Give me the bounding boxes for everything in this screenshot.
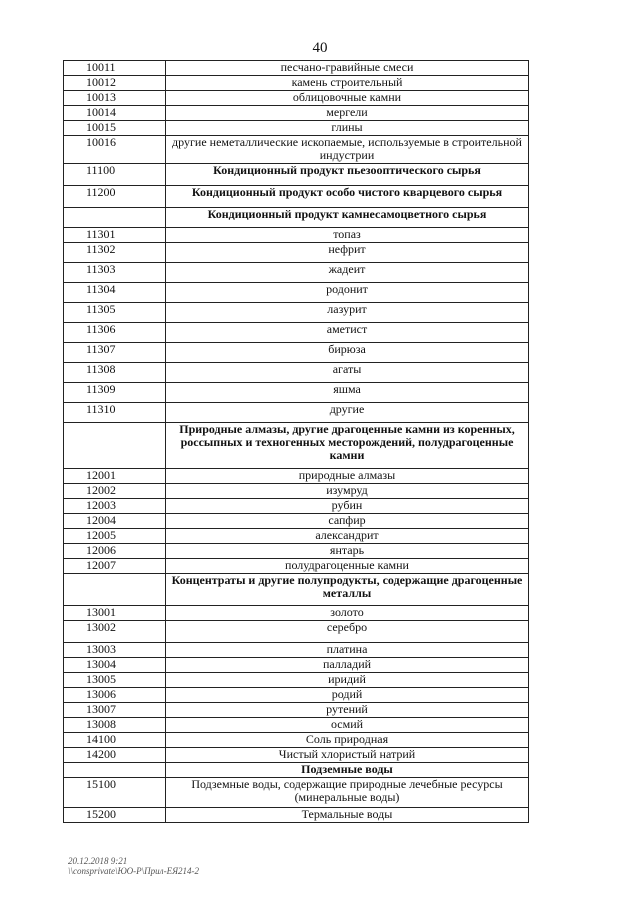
table-row bbox=[64, 106, 529, 121]
footer-stamp bbox=[68, 856, 199, 876]
table-body bbox=[64, 61, 529, 823]
table-row bbox=[64, 164, 529, 186]
row-name: лазурит bbox=[166, 303, 529, 323]
row-name: аметист bbox=[166, 323, 529, 343]
table-row bbox=[64, 606, 529, 621]
row-name: жадеит bbox=[166, 263, 529, 283]
row-code: 11308 bbox=[64, 363, 166, 383]
row-name: Термальные воды bbox=[166, 808, 529, 823]
table-row bbox=[64, 76, 529, 91]
table-row bbox=[64, 136, 529, 164]
row-name: сапфир bbox=[166, 514, 529, 529]
row-name: Подземные воды bbox=[166, 763, 529, 778]
row-code: 11301 bbox=[64, 228, 166, 243]
row-code: 11200 bbox=[64, 186, 166, 208]
row-name: полудрагоценные камни bbox=[166, 559, 529, 574]
table-row bbox=[64, 423, 529, 469]
row-code: 10012 bbox=[64, 76, 166, 91]
row-code: 11100 bbox=[64, 164, 166, 186]
row-name: изумруд bbox=[166, 484, 529, 499]
footer-date: 20.12.2018 9:21 bbox=[68, 856, 128, 866]
row-code bbox=[64, 423, 166, 469]
table-row bbox=[64, 228, 529, 243]
row-name: рубин bbox=[166, 499, 529, 514]
row-name: палладий bbox=[166, 658, 529, 673]
row-name: Подземные воды, содержащие природные лечебные ресурсы (минеральные воды) bbox=[166, 778, 529, 808]
row-code: 10011 bbox=[64, 61, 166, 76]
row-name: Концентраты и другие полупродукты, содержащие драгоценные металлы bbox=[166, 574, 529, 606]
row-code bbox=[64, 208, 166, 228]
table-row bbox=[64, 748, 529, 763]
row-code: 11307 bbox=[64, 343, 166, 363]
row-name: Природные алмазы, другие драгоценные камни из коренных, россыпных и техногенных месторождений, полудрагоценные камни bbox=[166, 423, 529, 469]
table-row bbox=[64, 403, 529, 423]
row-code: 15200 bbox=[64, 808, 166, 823]
row-code: 11309 bbox=[64, 383, 166, 403]
row-code: 12001 bbox=[64, 469, 166, 484]
table-row bbox=[64, 499, 529, 514]
row-code: 12007 bbox=[64, 559, 166, 574]
row-code: 12002 bbox=[64, 484, 166, 499]
row-code: 15100 bbox=[64, 778, 166, 808]
table-row bbox=[64, 323, 529, 343]
row-code: 14100 bbox=[64, 733, 166, 748]
row-code: 11304 bbox=[64, 283, 166, 303]
footer-path: \\consprivate\ЮО-Р\Прил-ЕЯ214-2 bbox=[68, 866, 199, 876]
table-row bbox=[64, 208, 529, 228]
row-code: 11310 bbox=[64, 403, 166, 423]
row-code: 13004 bbox=[64, 658, 166, 673]
row-name: мергели bbox=[166, 106, 529, 121]
table-row bbox=[64, 363, 529, 383]
row-code: 13005 bbox=[64, 673, 166, 688]
table-row bbox=[64, 61, 529, 76]
row-name: бирюза bbox=[166, 343, 529, 363]
row-code: 10014 bbox=[64, 106, 166, 121]
row-code: 12004 bbox=[64, 514, 166, 529]
table-row bbox=[64, 514, 529, 529]
table-row bbox=[64, 263, 529, 283]
row-name: нефрит bbox=[166, 243, 529, 263]
row-code: 11305 bbox=[64, 303, 166, 323]
table-row bbox=[64, 718, 529, 733]
row-name: топаз bbox=[166, 228, 529, 243]
page-number: 40 bbox=[312, 40, 328, 56]
table-row bbox=[64, 808, 529, 823]
table-row bbox=[64, 733, 529, 748]
row-code: 10013 bbox=[64, 91, 166, 106]
table-row bbox=[64, 621, 529, 643]
row-code: 12005 bbox=[64, 529, 166, 544]
row-code: 13007 bbox=[64, 703, 166, 718]
table-row bbox=[64, 121, 529, 136]
row-name: Соль природная bbox=[166, 733, 529, 748]
row-name: песчано-гравийные смеси bbox=[166, 61, 529, 76]
row-name: камень строительный bbox=[166, 76, 529, 91]
row-name: Чистый хлористый натрий bbox=[166, 748, 529, 763]
table-row bbox=[64, 484, 529, 499]
row-code: 10016 bbox=[64, 136, 166, 164]
table-row bbox=[64, 574, 529, 606]
resource-code-table bbox=[63, 60, 529, 823]
row-code: 11302 bbox=[64, 243, 166, 263]
row-code: 12003 bbox=[64, 499, 166, 514]
row-name: облицовочные камни bbox=[166, 91, 529, 106]
row-code: 13002 bbox=[64, 621, 166, 643]
table-row bbox=[64, 91, 529, 106]
row-code: 11306 bbox=[64, 323, 166, 343]
row-code: 11303 bbox=[64, 263, 166, 283]
table-row bbox=[64, 643, 529, 658]
table-row bbox=[64, 658, 529, 673]
row-code: 10015 bbox=[64, 121, 166, 136]
table-row bbox=[64, 383, 529, 403]
row-name: Кондиционный продукт особо чистого кварцевого сырья bbox=[166, 186, 529, 208]
row-name: другие неметаллические ископаемые, используемые в строительной индустрии bbox=[166, 136, 529, 164]
row-name: другие bbox=[166, 403, 529, 423]
row-code bbox=[64, 574, 166, 606]
table-row bbox=[64, 673, 529, 688]
row-name: янтарь bbox=[166, 544, 529, 559]
row-name: природные алмазы bbox=[166, 469, 529, 484]
row-name: агаты bbox=[166, 363, 529, 383]
row-name: Кондиционный продукт пьезооптического сырья bbox=[166, 164, 529, 186]
table-row bbox=[64, 343, 529, 363]
row-code: 13003 bbox=[64, 643, 166, 658]
row-code: 13008 bbox=[64, 718, 166, 733]
row-code: 14200 bbox=[64, 748, 166, 763]
table-row bbox=[64, 303, 529, 323]
table-row bbox=[64, 544, 529, 559]
table-row bbox=[64, 763, 529, 778]
row-code: 12006 bbox=[64, 544, 166, 559]
table-row bbox=[64, 688, 529, 703]
row-code: 13001 bbox=[64, 606, 166, 621]
table-row bbox=[64, 559, 529, 574]
row-name: глины bbox=[166, 121, 529, 136]
row-code: 13006 bbox=[64, 688, 166, 703]
row-name: родонит bbox=[166, 283, 529, 303]
row-name: александрит bbox=[166, 529, 529, 544]
row-name: осмий bbox=[166, 718, 529, 733]
row-name: родий bbox=[166, 688, 529, 703]
row-name: рутений bbox=[166, 703, 529, 718]
table-row bbox=[64, 283, 529, 303]
row-name: золото bbox=[166, 606, 529, 621]
table-row bbox=[64, 243, 529, 263]
row-name: яшма bbox=[166, 383, 529, 403]
table-row bbox=[64, 778, 529, 808]
row-name: серебро bbox=[166, 621, 529, 643]
table-row bbox=[64, 186, 529, 208]
table-row bbox=[64, 703, 529, 718]
table-row bbox=[64, 469, 529, 484]
row-name: платина bbox=[166, 643, 529, 658]
row-name: Кондиционный продукт камнесамоцветного сырья bbox=[166, 208, 529, 228]
row-code bbox=[64, 763, 166, 778]
row-name: иридий bbox=[166, 673, 529, 688]
table-row bbox=[64, 529, 529, 544]
